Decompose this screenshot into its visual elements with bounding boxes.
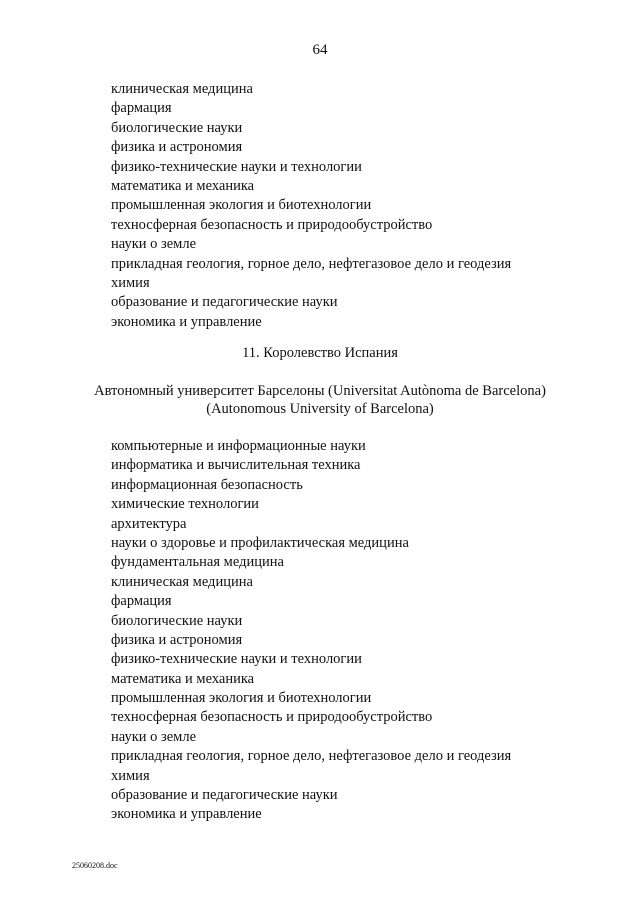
list-item: прикладная геология, горное дело, нефтегазовое дело и геодезия bbox=[111, 255, 512, 272]
document-filename: 25060208.doc bbox=[72, 861, 118, 870]
list-item: фармация bbox=[111, 593, 172, 610]
list-item: прикладная геология, горное дело, нефтегазовое дело и геодезия bbox=[111, 748, 512, 765]
list-item: физика и астрономия bbox=[111, 631, 243, 648]
list-item: биологические науки bbox=[111, 119, 243, 136]
list-item: экономика и управление bbox=[111, 313, 262, 330]
list-item: физико-технические науки и технологии bbox=[111, 158, 362, 175]
list-item: физико-технические науки и технологии bbox=[111, 651, 362, 668]
list-item: информационная безопасность bbox=[111, 476, 303, 493]
list-item: химические технологии bbox=[111, 496, 259, 513]
page-number: 64 bbox=[312, 42, 328, 58]
list-item: математика и механика bbox=[111, 177, 255, 194]
list-item: фундаментальная медицина bbox=[111, 554, 284, 571]
subject-list-1 bbox=[111, 80, 511, 332]
list-item: образование и педагогические науки bbox=[111, 787, 338, 804]
list-item: компьютерные и информационные науки bbox=[111, 438, 366, 454]
list-item: техносферная безопасность и природообустройство bbox=[111, 709, 433, 726]
list-item: науки о земле bbox=[111, 728, 197, 745]
list-item: фармация bbox=[111, 100, 172, 117]
list-item: информатика и вычислительная техника bbox=[111, 457, 361, 474]
list-item: науки о здоровье и профилактическая медицина bbox=[111, 534, 409, 551]
list-item: клиническая медицина bbox=[111, 81, 253, 97]
list-item: архитектура bbox=[111, 515, 187, 532]
university-title bbox=[0, 382, 640, 418]
list-item: химия bbox=[111, 767, 150, 784]
university-name-en: (Autonomous University of Barcelona) bbox=[206, 401, 434, 417]
list-item: образование и педагогические науки bbox=[111, 294, 338, 311]
list-item: промышленная экология и биотехнологии bbox=[111, 690, 372, 707]
list-item: науки о земле bbox=[111, 236, 197, 253]
university-name-ru: Автономный университет Барселоны (Universitat Autònoma de Barcelona) bbox=[94, 383, 546, 399]
list-item: математика и механика bbox=[111, 670, 255, 687]
subject-list-2 bbox=[111, 437, 511, 825]
list-item: промышленная экология и биотехнологии bbox=[111, 197, 372, 214]
list-item: химия bbox=[111, 274, 150, 291]
list-item: экономика и управление bbox=[111, 806, 262, 823]
list-item: физика и астрономия bbox=[111, 139, 243, 156]
list-item: биологические науки bbox=[111, 612, 243, 629]
list-item: клиническая медицина bbox=[111, 573, 253, 590]
list-item: техносферная безопасность и природообустройство bbox=[111, 216, 433, 233]
section-heading: 11. Королевство Испания bbox=[242, 345, 398, 361]
